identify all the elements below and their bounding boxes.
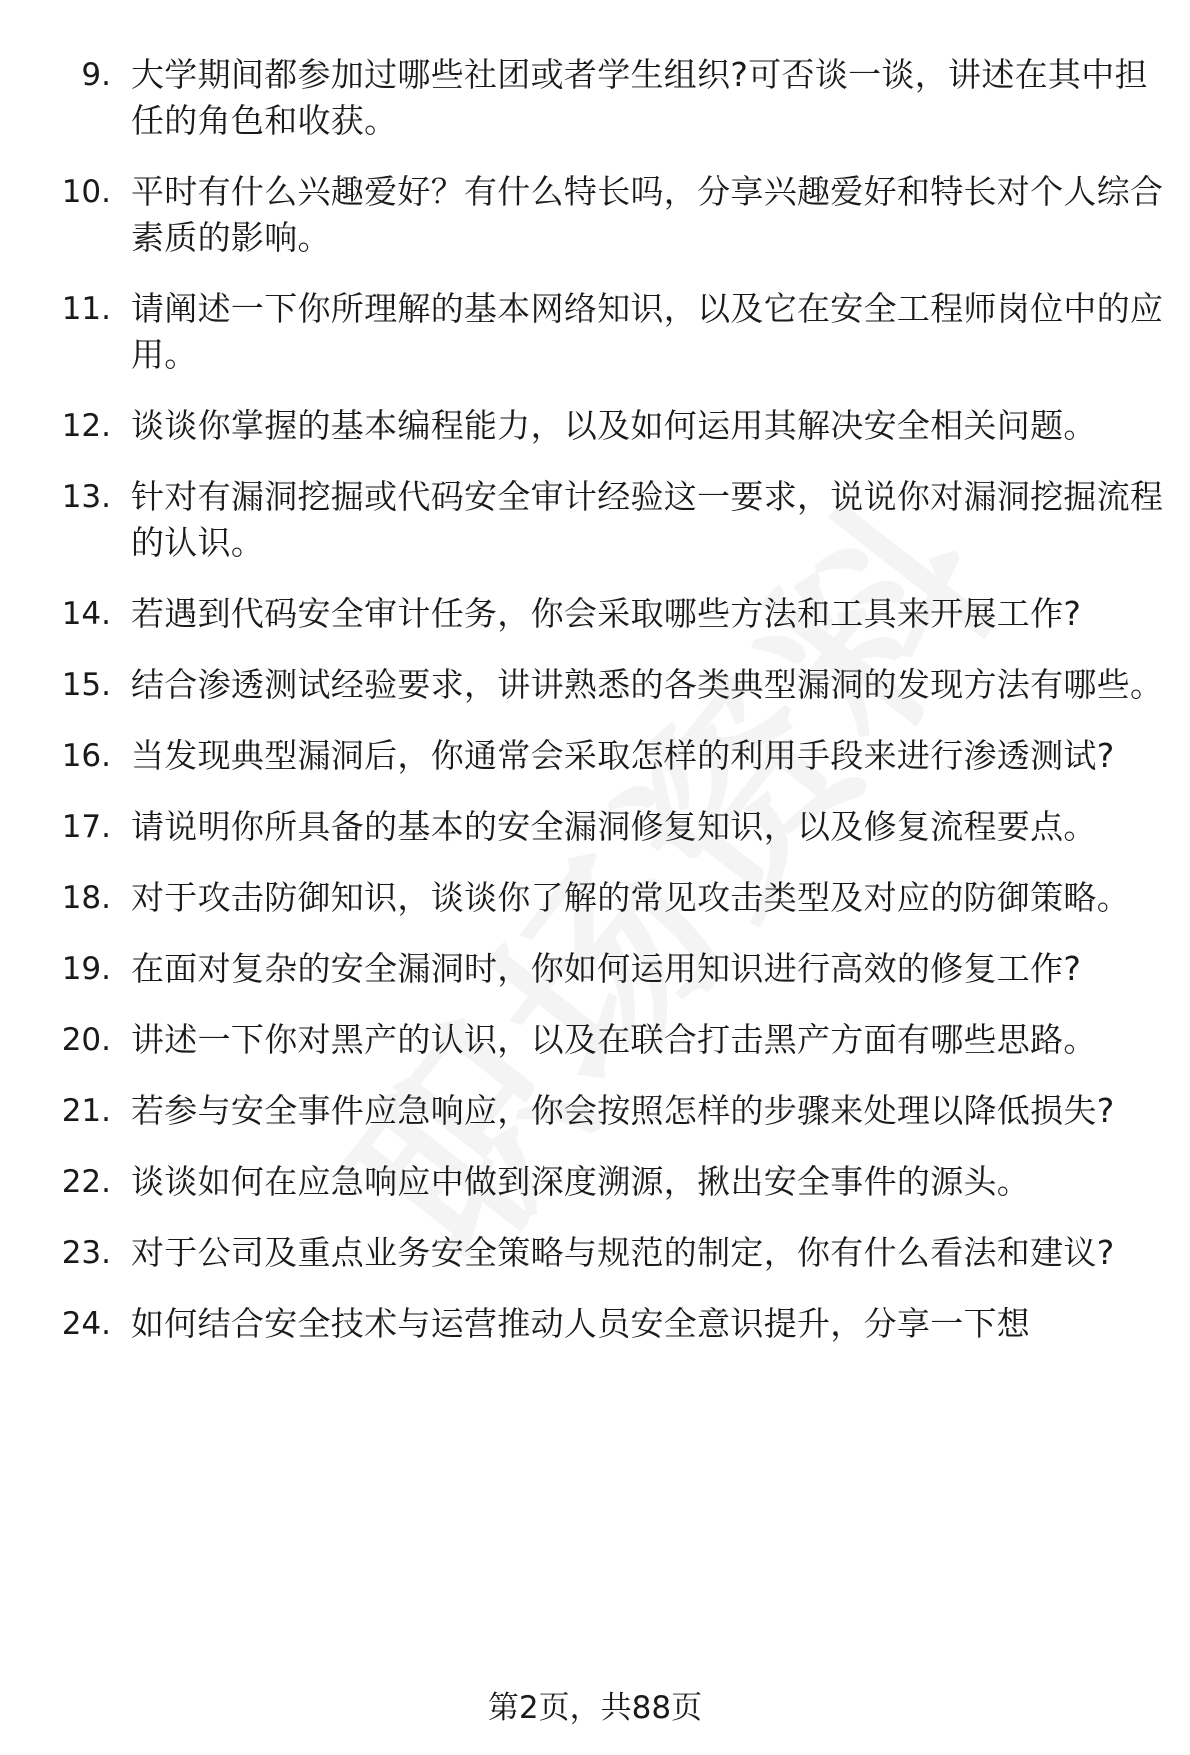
page-footer: 第2页，共88页 (487, 1690, 703, 1726)
question-text: 请阐述一下你所理解的基本网络知识，以及它在安全工程师岗位中的应用。 (131, 289, 1164, 374)
question-list (0, 52, 1190, 1372)
question-text: 如何结合安全技术与运营推动人员安全意识提升，分享一下想 (131, 1304, 1031, 1343)
question-text: 平时有什么兴趣爱好？有什么特长吗，分享兴趣爱好和特长对个人综合素质的影响。 (131, 172, 1164, 257)
question-text: 请说明你所具备的基本的安全漏洞修复知识，以及修复流程要点。 (131, 807, 1097, 846)
question-number: 22. (61, 1164, 111, 1200)
question-number: 20. (61, 1022, 111, 1058)
question-number: 11. (61, 291, 111, 327)
question-text: 针对有漏洞挖掘或代码安全审计经验这一要求，说说你对漏洞挖掘流程的认识。 (131, 477, 1164, 562)
question-text: 大学期间都参加过哪些社团或者学生组织?可否谈一谈，讲述在其中担任的角色和收获。 (131, 55, 1148, 140)
question-number: 17. (61, 809, 111, 845)
question-number: 14. (61, 596, 111, 632)
question-item (0, 52, 1190, 144)
question-item (0, 662, 1190, 708)
question-item (0, 169, 1190, 261)
question-number: 21. (61, 1093, 111, 1129)
question-text: 若遇到代码安全审计任务，你会采取哪些方法和工具来开展工作? (131, 594, 1082, 633)
question-number: 23. (61, 1235, 111, 1271)
question-item (0, 1017, 1190, 1063)
question-number: 10. (61, 174, 111, 210)
question-number: 18. (61, 880, 111, 916)
question-number: 16. (61, 738, 111, 774)
question-item (0, 474, 1190, 566)
question-text: 对于公司及重点业务安全策略与规范的制定，你有什么看法和建议? (131, 1233, 1115, 1272)
question-item (0, 946, 1190, 992)
question-item (0, 875, 1190, 921)
question-number: 15. (61, 667, 111, 703)
question-text: 谈谈你掌握的基本编程能力，以及如何运用其解决安全相关问题。 (131, 406, 1097, 445)
question-number: 12. (61, 408, 111, 444)
question-text: 讲述一下你对黑产的认识，以及在联合打击黑产方面有哪些思路。 (131, 1020, 1097, 1059)
question-number: 24. (61, 1306, 111, 1342)
question-item (0, 403, 1190, 449)
question-item (0, 1301, 1190, 1347)
question-text: 当发现典型漏洞后，你通常会采取怎样的利用手段来进行渗透测试? (131, 736, 1115, 775)
question-text: 对于攻击防御知识，谈谈你了解的常见攻击类型及对应的防御策略。 (131, 878, 1130, 917)
question-item (0, 286, 1190, 378)
question-text: 在面对复杂的安全漏洞时，你如何运用知识进行高效的修复工作? (131, 949, 1082, 988)
question-text: 若参与安全事件应急响应，你会按照怎样的步骤来处理以降低损失? (131, 1091, 1115, 1130)
question-item (0, 1230, 1190, 1276)
question-number: 9. (81, 57, 111, 93)
question-text: 结合渗透测试经验要求，讲讲熟悉的各类典型漏洞的发现方法有哪些。 (131, 665, 1164, 704)
question-text: 谈谈如何在应急响应中做到深度溯源，揪出安全事件的源头。 (131, 1162, 1031, 1201)
question-item (0, 804, 1190, 850)
question-item (0, 1088, 1190, 1134)
question-item (0, 591, 1190, 637)
question-number: 13. (61, 479, 111, 515)
question-number: 19. (61, 951, 111, 987)
question-item (0, 733, 1190, 779)
question-item (0, 1159, 1190, 1205)
